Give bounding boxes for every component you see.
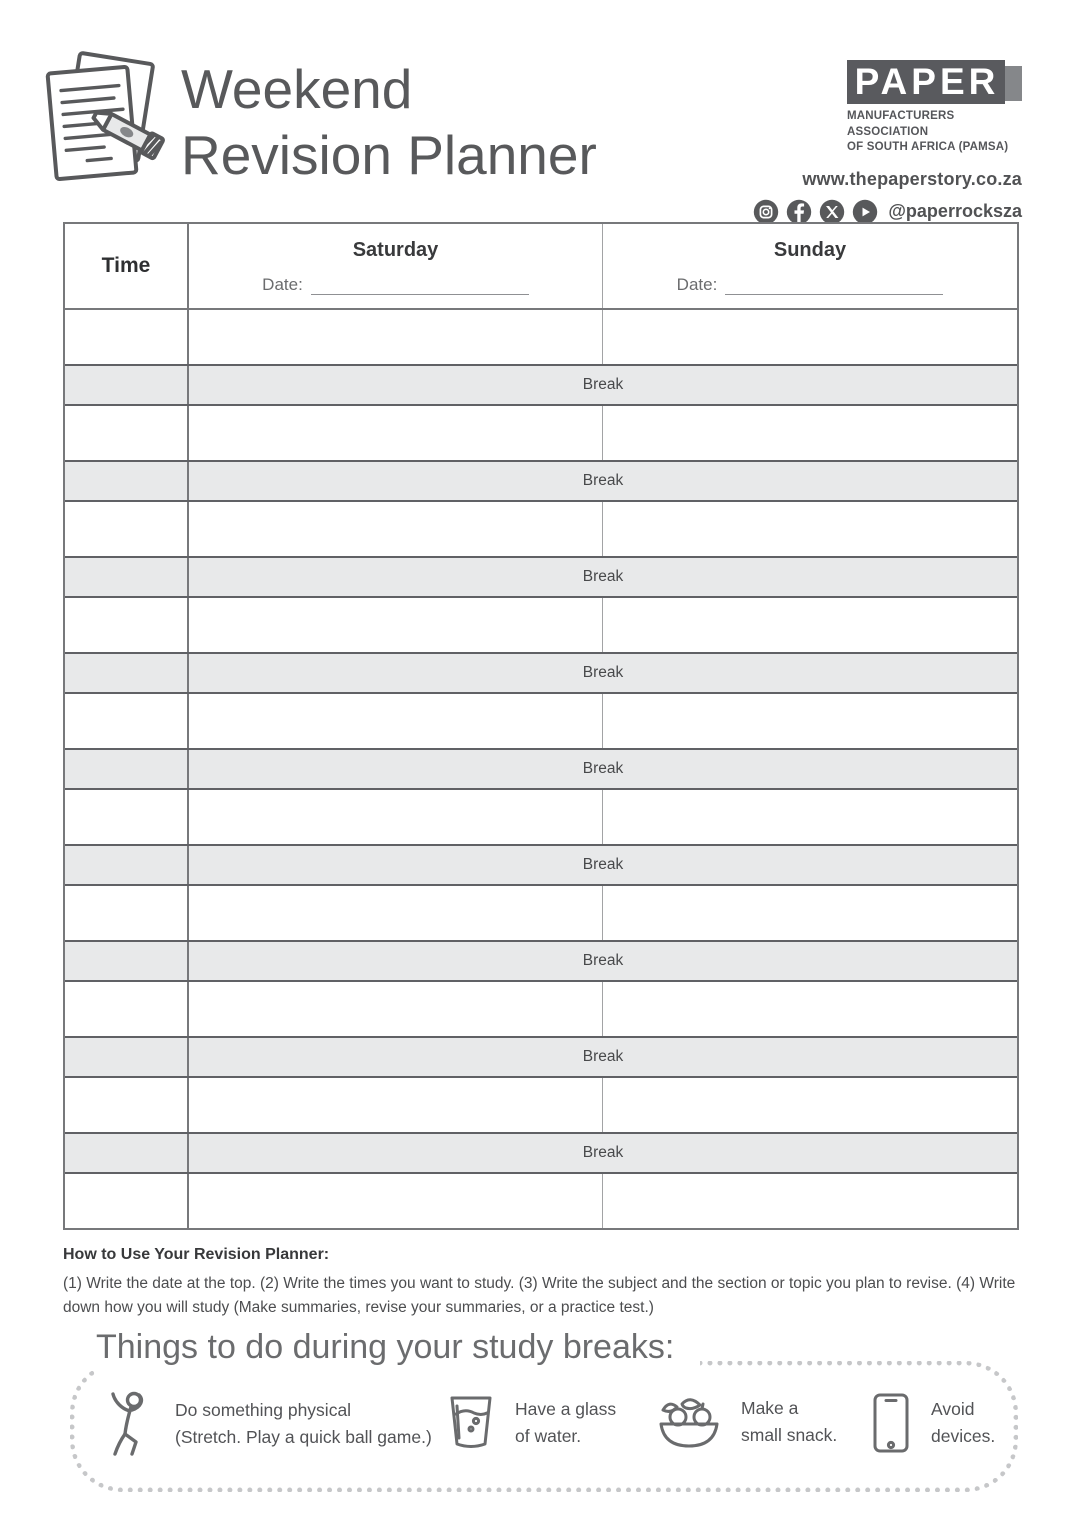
facebook-icon[interactable]	[786, 199, 812, 225]
pamsa-org-line1: MANUFACTURERS ASSOCIATION	[847, 110, 955, 138]
pamsa-logo-text: PAPER	[847, 60, 1005, 104]
sunday-entry-cell[interactable]	[603, 598, 1017, 652]
pamsa-logo	[847, 60, 1005, 104]
saturday-entry-cell[interactable]	[189, 406, 603, 460]
break-item-physical	[105, 1390, 432, 1458]
sunday-header-cell	[603, 224, 1017, 308]
sunday-entry-cell[interactable]	[603, 1078, 1017, 1132]
sunday-date-label: Date:	[676, 275, 718, 294]
break-item-label: Make a small snack.	[741, 1397, 838, 1445]
saturday-entry-cell[interactable]	[189, 1078, 603, 1132]
session-row	[65, 406, 1017, 460]
session-row	[65, 886, 1017, 940]
time-entry-cell[interactable]	[65, 1174, 189, 1228]
time-entry-cell[interactable]	[65, 310, 189, 364]
planner-rows	[65, 310, 1017, 1228]
session-row	[65, 598, 1017, 652]
break-item-label: Avoid devices.	[931, 1398, 996, 1446]
sunday-header: Sunday	[773, 239, 847, 261]
session-row	[65, 1174, 1017, 1228]
saturday-header: Saturday	[352, 239, 439, 261]
saturday-entry-cell[interactable]	[189, 502, 603, 556]
youtube-icon[interactable]	[852, 199, 878, 225]
sunday-entry-cell[interactable]	[603, 502, 1017, 556]
saturday-date-label: Date:	[262, 275, 303, 294]
howto-body: (1) Write the date at the top. (2) Write the times you want to study. (3) Write the subject and the section or topic you plan to revise. (4) Write down how you will study (Make summaries, revise your summaries, or a practice test.)	[63, 1275, 1016, 1317]
planner-table	[63, 222, 1019, 1230]
break-label-cell: Break	[582, 952, 624, 969]
time-entry-cell[interactable]	[65, 694, 189, 748]
break-row	[65, 460, 1017, 502]
break-time-cell	[65, 1038, 189, 1076]
session-row	[65, 1078, 1017, 1132]
break-row	[65, 1132, 1017, 1174]
water-glass-icon	[447, 1394, 495, 1452]
break-row	[65, 1036, 1017, 1078]
social-handle[interactable]: @paperrocksza	[888, 201, 1022, 222]
time-entry-cell[interactable]	[65, 1078, 189, 1132]
session-row	[65, 982, 1017, 1036]
session-row	[65, 310, 1017, 364]
time-header: Time	[65, 224, 189, 308]
website-link[interactable]: www.thepaperstory.co.za	[802, 168, 1022, 189]
phone-icon	[871, 1392, 911, 1454]
pamsa-logo-tab	[1005, 66, 1022, 101]
planner-header-row	[65, 224, 1017, 310]
break-row	[65, 652, 1017, 694]
sunday-entry-cell[interactable]	[603, 1174, 1017, 1228]
stretch-person-icon	[105, 1390, 155, 1458]
instagram-icon[interactable]	[753, 199, 779, 225]
study-breaks-box	[70, 1361, 1018, 1492]
break-label-cell: Break	[582, 472, 624, 489]
time-entry-cell[interactable]	[65, 502, 189, 556]
break-label-cell: Break	[582, 760, 624, 777]
howto-title: How to Use Your Revision Planner:	[63, 1246, 330, 1263]
pamsa-org-line2: OF SOUTH AFRICA (PAMSA)	[847, 141, 1009, 154]
break-time-cell	[65, 846, 189, 884]
sunday-entry-cell[interactable]	[603, 406, 1017, 460]
time-entry-cell[interactable]	[65, 598, 189, 652]
session-row	[65, 694, 1017, 748]
break-label-cell: Break	[582, 856, 624, 873]
time-entry-cell[interactable]	[65, 406, 189, 460]
time-entry-cell[interactable]	[65, 982, 189, 1036]
sunday-entry-cell[interactable]	[603, 310, 1017, 364]
break-item-devices	[871, 1392, 995, 1454]
saturday-entry-cell[interactable]	[189, 886, 603, 940]
sunday-entry-cell[interactable]	[603, 886, 1017, 940]
saturday-date-field[interactable]	[311, 277, 529, 295]
brand-block	[782, 60, 1022, 225]
session-row	[65, 790, 1017, 844]
break-row	[65, 364, 1017, 406]
break-label-cell: Break	[582, 568, 624, 585]
sunday-date-field[interactable]	[725, 277, 943, 295]
saturday-entry-cell[interactable]	[189, 598, 603, 652]
saturday-entry-cell[interactable]	[189, 310, 603, 364]
social-row	[753, 199, 1022, 225]
page-title-line1: Weekend	[181, 58, 413, 120]
break-label-cell: Break	[582, 376, 624, 393]
sunday-entry-cell[interactable]	[603, 790, 1017, 844]
break-time-cell	[65, 750, 189, 788]
break-item-label: Do something physical (Stretch. Play a quick ball game.)	[175, 1399, 432, 1447]
break-time-cell	[65, 558, 189, 596]
break-label-cell: Break	[582, 1144, 624, 1161]
break-row	[65, 844, 1017, 886]
break-time-cell	[65, 654, 189, 692]
break-item-snack	[657, 1394, 837, 1450]
saturday-entry-cell[interactable]	[189, 694, 603, 748]
break-row	[65, 940, 1017, 982]
break-time-cell	[65, 462, 189, 500]
x-icon[interactable]	[819, 199, 845, 225]
break-row	[65, 556, 1017, 598]
break-item-label: Have a glass of water.	[515, 1398, 617, 1446]
time-entry-cell[interactable]	[65, 790, 189, 844]
paper-pencil-icon	[32, 50, 174, 192]
page-title-line2: Revision Planner	[181, 124, 597, 186]
saturday-entry-cell[interactable]	[189, 790, 603, 844]
break-time-cell	[65, 366, 189, 404]
break-time-cell	[65, 1134, 189, 1172]
session-row	[65, 502, 1017, 556]
time-entry-cell[interactable]	[65, 886, 189, 940]
snack-bowl-icon	[657, 1394, 721, 1450]
sunday-entry-cell[interactable]	[603, 694, 1017, 748]
saturday-entry-cell[interactable]	[189, 982, 603, 1036]
break-row	[65, 748, 1017, 790]
pamsa-org-name	[847, 109, 1022, 156]
break-time-cell	[65, 942, 189, 980]
saturday-entry-cell[interactable]	[189, 1174, 603, 1228]
break-label-cell: Break	[582, 664, 624, 681]
break-label-cell: Break	[582, 1048, 624, 1065]
sunday-entry-cell[interactable]	[603, 982, 1017, 1036]
study-breaks-heading: Things to do during your study breaks:	[74, 1328, 700, 1371]
saturday-header-cell	[189, 224, 603, 308]
page-title	[181, 56, 597, 188]
break-item-water	[447, 1394, 616, 1452]
